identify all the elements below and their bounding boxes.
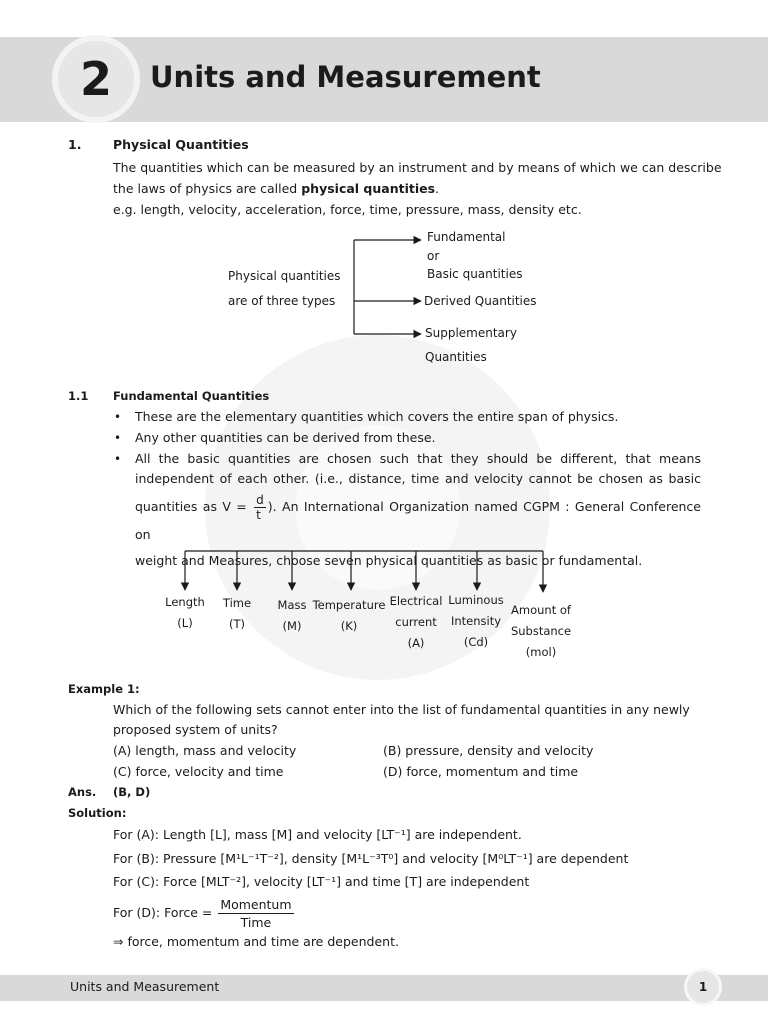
diagram-branch-supplementary: Supplementary [425,326,517,340]
diagram-branch-fundamental: Fundamental [427,230,506,244]
footer-title: Units and Measurement [70,979,220,994]
chapter-title: Units and Measurement [150,60,541,94]
unit-electrical-current: Electrical current (A) [389,594,443,650]
unit-time: Time (T) [222,596,252,631]
subsection-heading: Fundamental Quantities [113,389,270,403]
diagram-branch-derived: Derived Quantities [424,294,537,308]
unit-temperature: Temperature (K) [312,598,386,633]
option-c: (C) force, velocity and time [113,764,284,779]
diagram-branch-basic: Basic quantities [427,267,523,281]
option-d: (D) force, momentum and time [383,764,579,779]
unit-amount-of-substance: Amount of Substance (mol) [510,603,572,659]
unit-length: Length (L) [165,595,205,630]
solution-a: For (A): Length [L], mass [M] and velocity [LT⁻¹] are independent. [113,827,522,842]
solution-b: For (B): Pressure [M¹L⁻¹T⁻²], density [M¹L⁻³T⁰] and velocity [M⁰LT⁻¹] are dependent [113,851,629,866]
solution-c: For (C): Force [MLT⁻²], velocity [LT⁻¹] and time [T] are independent [113,874,530,889]
examples-line: e.g. length, velocity, acceleration, force, time, pressure, mass, density etc. [113,202,582,217]
solution-conclusion: ⇒ force, momentum and time are dependent. [113,934,399,949]
page-number: 1 [684,968,722,1006]
option-a: (A) length, mass and velocity [113,743,297,758]
option-b: (B) pressure, density and velocity [383,743,594,758]
bullet-item: • Any other quantities can be derived from these. [113,428,701,449]
bold-term: physical quantities [301,181,436,196]
force-fraction: $\frac{\text{Momentum}}{\text{Time}}$ [220,897,292,930]
velocity-fraction: $\frac{d}{t}$ [256,493,264,523]
solution-d: For (D): Force = $\frac{\text{Momentum}}{\text{Time}}$ [113,897,292,930]
paragraph-line: The quantities which can be measured by an instrument and by means of which we can describe [113,160,722,175]
diagram-branch-quantities: Quantities [425,350,487,364]
unit-luminous-intensity: Luminous Intensity (Cd) [448,593,504,649]
bullet-item: • All the basic quantities are chosen such that they should be different, that means independent of each other. (i.e., distance, time and velocity cannot be chosen as basic quantities as V = $\frac{d}{t}$ ). An International Organization named CGPM : General Conference on weight and Measures, choose seven physical quantities as basic or fundamental. [113,449,701,572]
fundamental-bullet-list [113,407,701,572]
section-number: 1. [68,137,82,152]
answer-label: Ans. [68,785,97,799]
subsection-number: 1.1 [68,389,89,403]
diagram-left-label: are of three types [228,294,336,308]
diagram-branch-or: or [427,249,440,263]
paragraph-line: the laws of physics are called physical quantities. [113,181,440,196]
bullet-item: • These are the elementary quantities which covers the entire span of physics. [113,407,701,428]
chapter-number-badge: 2 [52,35,140,123]
answer-value: (B, D) [113,785,151,799]
diagram-left-label: Physical quantities [228,269,341,283]
example-question: Which of the following sets cannot enter into the list of fundamental quantities in any newly [113,702,690,717]
section-heading: Physical Quantities [113,137,249,152]
unit-mass: Mass (M) [277,598,307,633]
example-label: Example 1: [68,682,140,696]
example-question: proposed system of units? [113,722,278,737]
solution-label: Solution: [68,806,127,820]
